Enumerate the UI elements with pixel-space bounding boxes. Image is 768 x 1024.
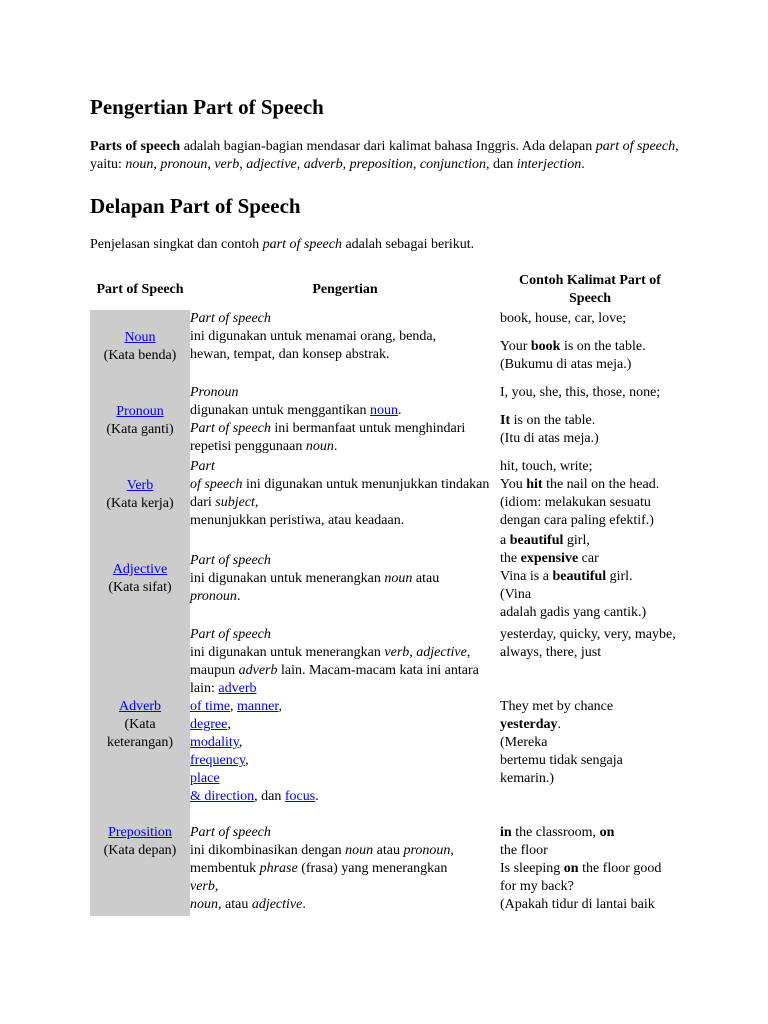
pronoun-link[interactable]: Pronoun bbox=[116, 404, 164, 419]
table-row bbox=[90, 532, 680, 626]
definition-cell: Part of speech ini digunakan untuk menamai orang, benda, hewan, tempat, dan konsep abstrak. bbox=[190, 311, 437, 362]
focus-link[interactable]: focus bbox=[284, 789, 316, 804]
term-cell: Preposition (Kata depan) bbox=[90, 824, 190, 916]
degree-link[interactable]: degree bbox=[190, 717, 228, 732]
definition-cell: Part of speech ini digunakan untuk menerangkan noun atau pronoun. bbox=[190, 553, 440, 604]
heading-delapan: Delapan Part of Speech bbox=[90, 194, 301, 218]
example-cell: I, you, she, this, those, none; It is on the table. (Itu di atas meja.) bbox=[500, 385, 661, 446]
term-cell: Noun (Kata benda) bbox=[90, 310, 190, 384]
part-of-speech-table bbox=[90, 270, 680, 916]
definition-cell: Pronoun digunakan untuk menggantikan noun. Part of speech ini bermanfaat untuk menghindari repetisi penggunaan noun. bbox=[190, 385, 466, 454]
intro-paragraph: Parts of speech adalah bagian-bagian mendasar dari kalimat bahasa Inggris. Ada delapan part of speech, yaitu: noun, pronoun, verb, adjective, adverb, preposition, conjunction, dan interjection. bbox=[90, 139, 679, 172]
header-pengertian: Pengertian bbox=[312, 282, 378, 297]
table-intro-paragraph: Penjelasan singkat dan contoh part of speech adalah sebagai berikut. bbox=[90, 237, 475, 252]
place-direction-link[interactable]: place & direction bbox=[190, 771, 255, 804]
term-cell: Verb (Kata kerja) bbox=[90, 458, 190, 532]
table-row bbox=[90, 310, 680, 384]
adverb-of-time-link[interactable]: adverb of time bbox=[190, 681, 257, 714]
table-row bbox=[90, 384, 680, 458]
header-part-of-speech: Part of Speech bbox=[96, 282, 184, 297]
term-cell: Adverb (Kata keterangan) bbox=[90, 626, 190, 824]
definition-cell: Part of speech ini digunakan untuk menunjukkan tindakan dari subject, menunjukkan peristiwa, atau keadaan. bbox=[190, 459, 490, 528]
adjective-link[interactable]: Adjective bbox=[112, 562, 168, 577]
preposition-link[interactable]: Preposition bbox=[108, 825, 172, 840]
table-header-row bbox=[90, 270, 680, 310]
manner-link[interactable]: manner bbox=[237, 699, 279, 714]
verb-link[interactable]: Verb bbox=[126, 478, 154, 493]
adverb-link[interactable]: Adverb bbox=[119, 699, 161, 714]
example-cell: a beautiful girl, the expensive car Vina is a beautiful girl. (Vina adalah gadis yang cantik.) bbox=[500, 533, 647, 620]
table-row bbox=[90, 626, 680, 824]
heading-pengertian: Pengertian Part of Speech bbox=[90, 95, 324, 119]
definition-cell: Part of speech ini digunakan untuk menerangkan verb, adjective, maupun adverb lain. Macam-macam kata ini antara lain: adverb of time, manner, degree, modality, frequency, place & direction, dan focus. bbox=[190, 627, 479, 804]
noun-inline-link[interactable]: noun bbox=[370, 403, 399, 418]
table-row bbox=[90, 824, 680, 916]
table-row bbox=[90, 458, 680, 532]
noun-link[interactable]: Noun bbox=[124, 330, 156, 345]
term-cell: Adjective (Kata sifat) bbox=[90, 532, 190, 626]
example-cell: hit, touch, write; You hit the nail on the head. (idiom: melakukan sesuatu dengan cara paling efektif.) bbox=[500, 459, 660, 528]
example-cell: in the classroom, on the floor Is sleeping on the floor good for my back? (Apakah tidur di lantai baik bbox=[500, 825, 662, 912]
example-cell: book, house, car, love; Your book is on the table. (Bukumu di atas meja.) bbox=[500, 311, 646, 372]
frequency-link[interactable]: frequency bbox=[190, 753, 246, 768]
definition-cell: Part of speech ini dikombinasikan dengan noun atau pronoun, membentuk phrase (frasa) yang menerangkan verb, noun, atau adjective. bbox=[190, 825, 454, 912]
term-cell: Pronoun (Kata ganti) bbox=[90, 384, 190, 458]
example-cell: yesterday, quicky, very, maybe, always, there, just They met by chance yesterday. (Mereka bertemu tidak sengaja kemarin.) bbox=[500, 627, 676, 786]
modality-link[interactable]: modality bbox=[190, 735, 239, 750]
header-contoh: Contoh Kalimat Part of Speech bbox=[519, 273, 661, 306]
